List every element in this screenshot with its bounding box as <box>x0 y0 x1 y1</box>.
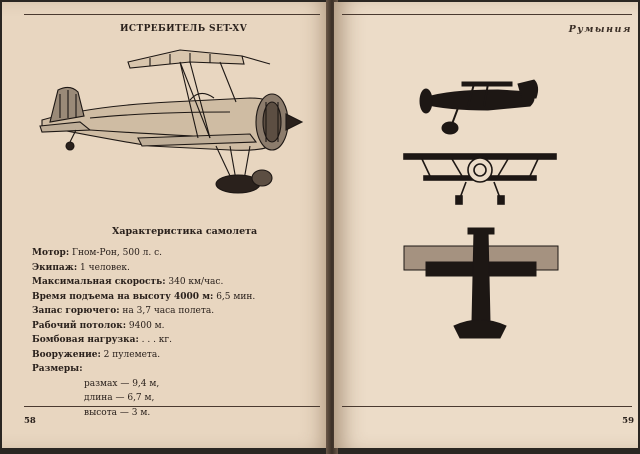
spec-label: Мотор: <box>32 248 70 258</box>
running-head: Румыния <box>568 24 632 35</box>
spec-row-engine <box>32 246 322 261</box>
specifications-heading: Характеристика самолета <box>112 226 258 237</box>
spec-label: Бомбовая нагрузка: <box>32 335 139 345</box>
spec-row-fuel <box>32 304 322 319</box>
spec-label: Экипаж: <box>32 262 78 273</box>
spec-row-armament <box>32 348 322 363</box>
dimension-length: длина — 6,7 м, <box>84 393 155 403</box>
spec-row-max-speed <box>32 275 322 290</box>
right-page <box>334 2 638 448</box>
biplane-side-view-illustration <box>30 42 320 202</box>
spec-value: 340 км/час. <box>165 277 224 287</box>
spec-value: 1 человек. <box>77 262 130 273</box>
dimension-height: высота — 3 м. <box>84 407 151 418</box>
spec-label: Рабочий потолок: <box>32 320 127 331</box>
spec-label: Время подъема на высоту 4000 м: <box>32 291 214 302</box>
spec-row-ceiling <box>32 319 322 334</box>
spec-value: 9400 м. <box>126 320 165 331</box>
spec-label: Максимальная скорость: <box>32 277 166 287</box>
page-title: ИСТРЕБИТЕЛЬ SET-XV <box>120 24 248 34</box>
page-number-left: 58 <box>24 416 36 426</box>
silhouette-top-view <box>402 226 562 346</box>
silhouette-front-view <box>402 150 562 210</box>
spec-row-bomb-load <box>32 333 322 348</box>
spec-value: . . . кг. <box>138 335 173 345</box>
specifications-list <box>32 246 322 420</box>
spec-label: Вооружение: <box>32 349 101 360</box>
silhouette-side-view <box>418 76 548 136</box>
top-rule <box>342 14 632 15</box>
spec-label: Размеры: <box>32 364 83 374</box>
bottom-rule <box>342 406 632 407</box>
top-rule <box>24 14 320 15</box>
spec-value: Гном-Рон, 500 л. с. <box>69 248 163 258</box>
spec-row-crew <box>32 261 322 276</box>
spec-label: Запас горючего: <box>32 306 120 316</box>
page-number-right: 59 <box>622 416 634 426</box>
spec-row-dimensions <box>32 362 322 377</box>
spec-value: 2 пулемета. <box>100 349 161 360</box>
dimension-wingspan: размах — 9,4 м, <box>84 378 160 389</box>
spec-row-climb-time <box>32 290 322 305</box>
spec-value: на 3,7 часа полета. <box>119 306 215 316</box>
left-page <box>2 2 332 448</box>
bottom-rule <box>24 406 320 407</box>
spec-value: 6,5 мин. <box>213 291 256 302</box>
